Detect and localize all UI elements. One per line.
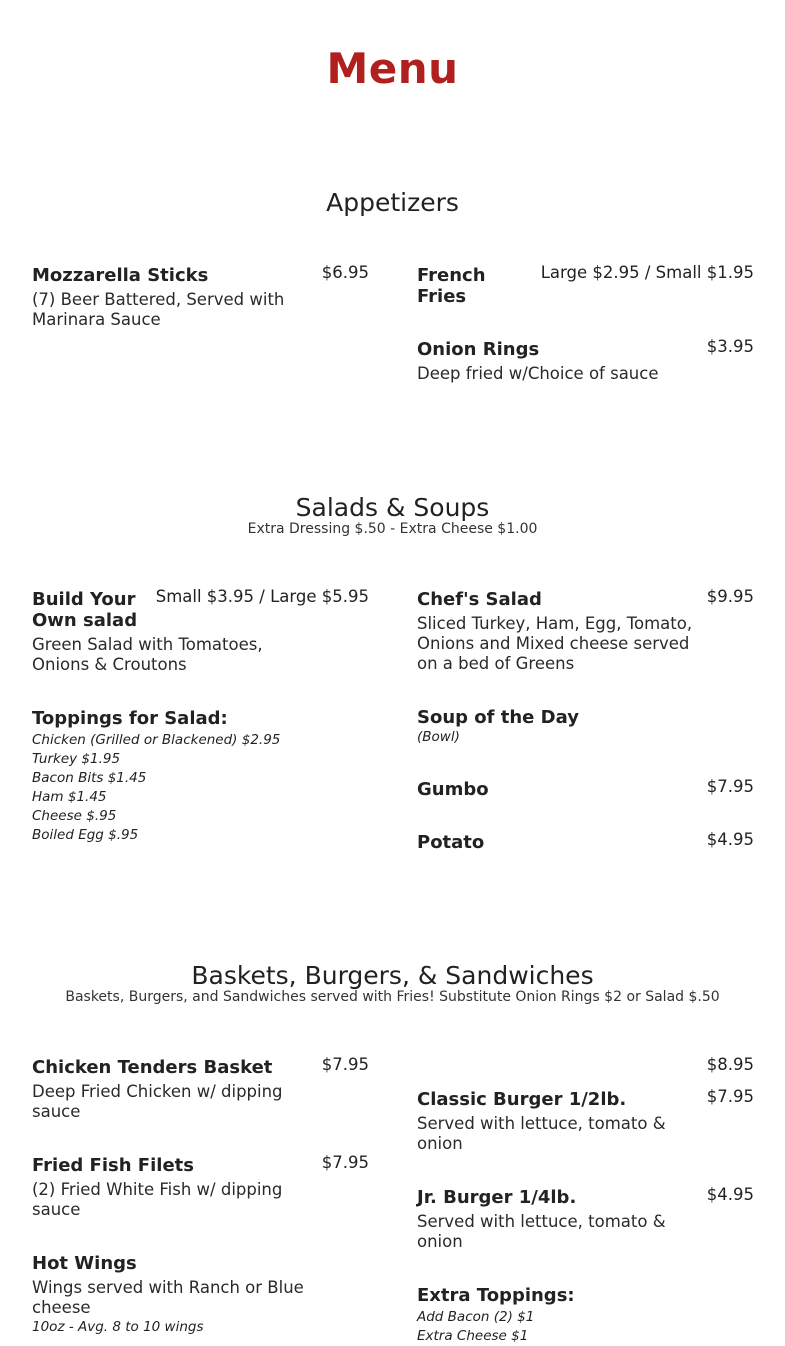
item-price: $3.95 [706,337,754,356]
menu-item-unnamed [417,1057,754,1078]
page-title: Menu [326,44,459,93]
item-price: $7.95 [321,1055,369,1074]
item-price: $6.95 [321,263,369,282]
menu-item-onion-rings [417,339,754,384]
item-description: Green Salad with Tomatoes, Onions & Croutons [32,635,263,674]
item-description: Deep Fried Chicken w/ dipping sauce [32,1082,283,1121]
section-title-baskets: Baskets, Burgers, & Sandwiches [191,961,594,990]
item-name: Extra Toppings: [417,1285,575,1306]
item-name: Mozzarella Sticks [32,265,209,286]
topping-line: Boiled Egg $.95 [32,827,139,843]
topping-line: Bacon Bits $1.45 [32,770,147,786]
item-description: Wings served with Ranch or Blue cheese [32,1278,304,1317]
item-price: $7.95 [706,1087,754,1106]
topping-line: Ham $1.45 [32,789,107,805]
menu-item-toppings-for-salad [32,708,369,845]
item-price: $4.95 [706,830,754,849]
menu-item-gumbo [417,779,754,800]
item-name: Chef's Salad [417,589,542,610]
item-name: Gumbo [417,779,489,800]
item-price: $9.95 [706,587,754,606]
topping-line: Extra Cheese $1 [417,1328,529,1344]
menu-item-fried-fish-filets [32,1155,369,1220]
section-note-baskets: Baskets, Burgers, and Sandwiches served with Fries! Substitute Onion Rings $2 or Salad $.50 [65,989,720,1005]
menu-item-french-fries [417,265,754,307]
item-description: Served with lettuce, tomato & onion [417,1212,666,1251]
item-price: Large $2.95 / Small $1.95 [540,263,754,282]
item-name: Classic Burger 1/2lb. [417,1089,627,1110]
menu-item-mozzarella-sticks [32,265,369,330]
item-name: French Fries [417,265,486,307]
item-name: Onion Rings [417,339,540,360]
item-price: $7.95 [321,1153,369,1172]
section-title-appetizers: Appetizers [326,188,459,217]
item-name: Soup of the Day [417,707,579,728]
item-name: Build Your Own salad [32,589,138,631]
menu-item-extra-toppings [417,1285,754,1346]
item-subtext: (Bowl) [417,729,460,745]
menu-item-hot-wings [32,1253,369,1337]
item-price: $4.95 [706,1185,754,1204]
item-subtext: 10oz - Avg. 8 to 10 wings [32,1319,204,1335]
topping-line: Turkey $1.95 [32,751,121,767]
extra-toppings-list [417,1308,754,1346]
item-name: Jr. Burger 1/4lb. [417,1187,577,1208]
menu-item-chicken-tenders-basket [32,1057,369,1122]
item-price: $8.95 [706,1055,754,1074]
toppings-list [32,731,369,845]
topping-line: Chicken (Grilled or Blackened) $2.95 [32,732,281,748]
menu-item-chefs-salad [417,589,754,674]
menu-item-jr-burger [417,1187,754,1252]
item-name: Potato [417,832,485,853]
menu-item-classic-burger [417,1089,754,1154]
topping-line: Add Bacon (2) $1 [417,1309,535,1325]
menu-item-soup-of-the-day [417,707,754,747]
item-name: Toppings for Salad: [32,708,228,729]
item-description: (2) Fried White Fish w/ dipping sauce [32,1180,283,1219]
item-description: Deep fried w/Choice of sauce [417,364,659,383]
item-description: Served with lettuce, tomato & onion [417,1114,666,1153]
menu-item-potato [417,832,754,853]
section-title-salads: Salads & Soups [295,493,490,522]
item-description: Sliced Turkey, Ham, Egg, Tomato, Onions and Mixed cheese served on a bed of Greens [417,614,693,673]
item-price: Small $3.95 / Large $5.95 [155,587,369,606]
topping-line: Cheese $.95 [32,808,117,824]
item-name: Chicken Tenders Basket [32,1057,273,1078]
menu-item-build-your-own-salad [32,589,369,675]
item-description: (7) Beer Battered, Served with Marinara Sauce [32,290,285,329]
item-name: Hot Wings [32,1253,137,1274]
section-note-salads: Extra Dressing $.50 - Extra Cheese $1.00 [247,521,538,537]
item-price: $7.95 [706,777,754,796]
item-name: Fried Fish Filets [32,1155,194,1176]
